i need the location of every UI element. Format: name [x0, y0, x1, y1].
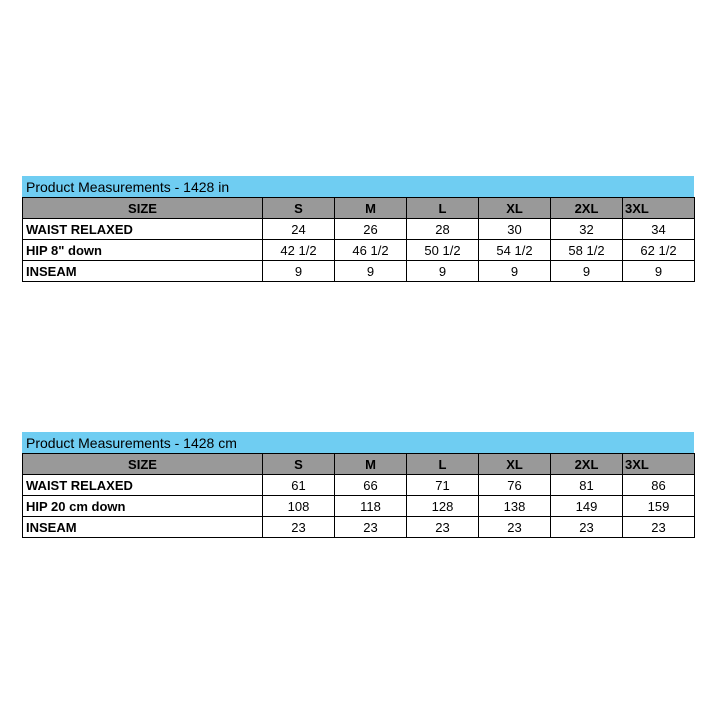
measurements-table [22, 453, 695, 538]
table-cell: 23 [551, 517, 623, 538]
header-cell-s: S [263, 198, 335, 219]
size-chart-inches [22, 176, 694, 282]
table-cell: 108 [263, 496, 335, 517]
header-cell-xl: XL [479, 454, 551, 475]
table-row [23, 240, 695, 261]
table-cell: 23 [479, 517, 551, 538]
table-cell: 28 [407, 219, 479, 240]
table-cell: 9 [407, 261, 479, 282]
table-cell: 81 [551, 475, 623, 496]
header-cell-xl: XL [479, 198, 551, 219]
table-cell: 34 [623, 219, 695, 240]
row-label: INSEAM [23, 517, 263, 538]
table-cell: 128 [407, 496, 479, 517]
table-cell: 54 1/2 [479, 240, 551, 261]
table-row [23, 517, 695, 538]
table-cell: 23 [263, 517, 335, 538]
header-cell-m: M [335, 198, 407, 219]
size-chart-centimeters [22, 432, 694, 538]
table-cell: 138 [479, 496, 551, 517]
header-cell-3xl: 3XL [623, 198, 695, 219]
table-cell: 23 [335, 517, 407, 538]
table-cell: 23 [407, 517, 479, 538]
table-row [23, 219, 695, 240]
table-cell: 61 [263, 475, 335, 496]
header-cell-s: S [263, 454, 335, 475]
table-cell: 118 [335, 496, 407, 517]
table-cell: 26 [335, 219, 407, 240]
table-row [23, 496, 695, 517]
table-cell: 66 [335, 475, 407, 496]
table-cell: 23 [623, 517, 695, 538]
table-cell: 71 [407, 475, 479, 496]
row-label: HIP 8" down [23, 240, 263, 261]
header-cell-2xl: 2XL [551, 198, 623, 219]
table-cell: 149 [551, 496, 623, 517]
table-cell: 86 [623, 475, 695, 496]
header-cell-l: L [407, 454, 479, 475]
table-cell: 76 [479, 475, 551, 496]
header-row [23, 198, 695, 219]
table-cell: 46 1/2 [335, 240, 407, 261]
table-cell: 9 [335, 261, 407, 282]
header-cell-3xl: 3XL [623, 454, 695, 475]
table-cell: 9 [479, 261, 551, 282]
table-cell: 50 1/2 [407, 240, 479, 261]
header-cell-size: SIZE [23, 198, 263, 219]
row-label: WAIST RELAXED [23, 219, 263, 240]
table-cell: 32 [551, 219, 623, 240]
table-cell: 24 [263, 219, 335, 240]
chart-title: Product Measurements - 1428 in [22, 176, 694, 197]
table-cell: 9 [623, 261, 695, 282]
chart-title: Product Measurements - 1428 cm [22, 432, 694, 453]
table-cell: 58 1/2 [551, 240, 623, 261]
measurements-table [22, 197, 695, 282]
table-cell: 30 [479, 219, 551, 240]
header-row [23, 454, 695, 475]
table-row [23, 475, 695, 496]
row-label: WAIST RELAXED [23, 475, 263, 496]
table-cell: 42 1/2 [263, 240, 335, 261]
table-cell: 9 [263, 261, 335, 282]
header-cell-2xl: 2XL [551, 454, 623, 475]
header-cell-size: SIZE [23, 454, 263, 475]
table-cell: 62 1/2 [623, 240, 695, 261]
header-cell-l: L [407, 198, 479, 219]
row-label: INSEAM [23, 261, 263, 282]
header-cell-m: M [335, 454, 407, 475]
row-label: HIP 20 cm down [23, 496, 263, 517]
table-row [23, 261, 695, 282]
table-cell: 9 [551, 261, 623, 282]
table-cell: 159 [623, 496, 695, 517]
